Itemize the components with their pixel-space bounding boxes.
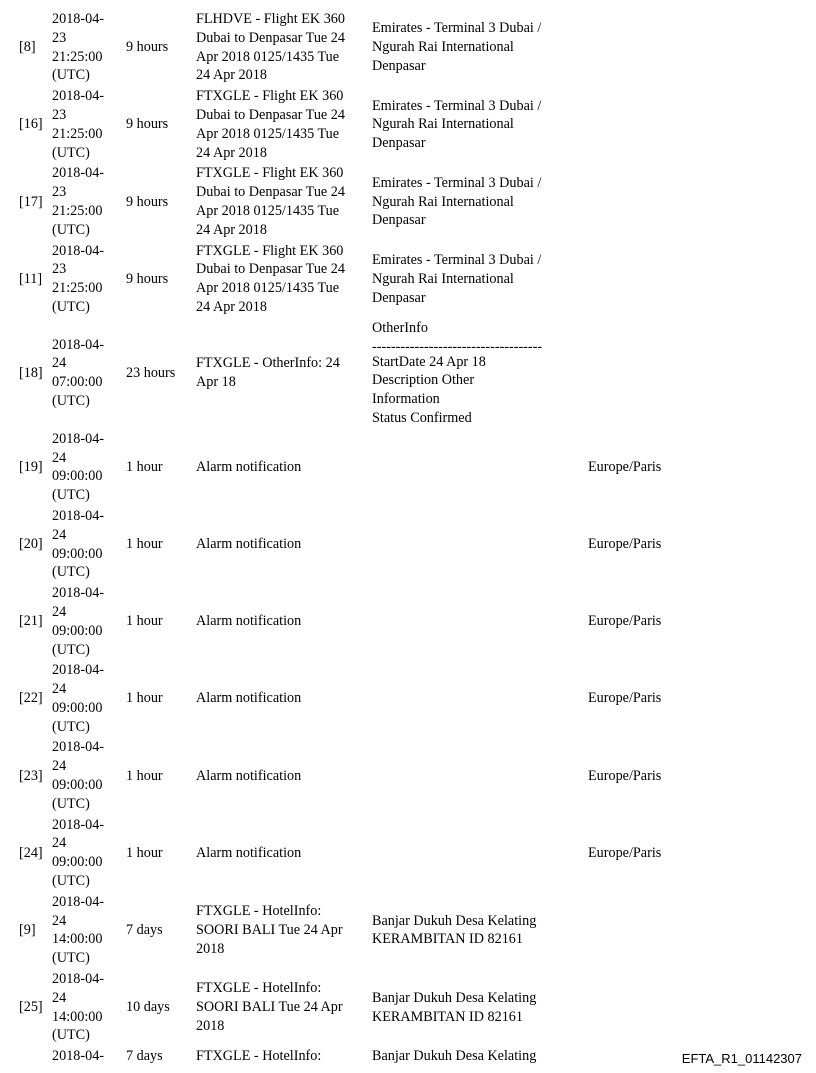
row-location: Emirates - Terminal 3 Dubai / Ngurah Rai International Denpasar [372, 251, 542, 306]
row-duration: 1 hour [126, 844, 163, 861]
row-index: [19] [19, 458, 43, 475]
row-location: Emirates - Terminal 3 Dubai / Ngurah Rai International Denpasar [372, 174, 542, 229]
row-timezone [586, 87, 690, 162]
row-duration: 1 hour [126, 690, 163, 707]
row-index: [23] [19, 767, 43, 784]
table-row [17, 430, 690, 505]
table-row [17, 970, 690, 1045]
calendar-events-table [15, 8, 692, 1068]
row-duration: 9 hours [126, 39, 169, 56]
row-duration: 23 hours [126, 364, 176, 381]
row-summary: FTXGLE - OtherInfo: 24 Apr 18 [196, 355, 340, 391]
row-timezone [586, 1047, 690, 1066]
row-date: 2018-04- 23 21:25:00 (UTC) [52, 11, 105, 84]
row-timezone [586, 10, 690, 85]
row-date: 2018-04- 24 09:00:00 (UTC) [52, 585, 105, 658]
row-summary: Alarm notification [196, 690, 302, 707]
row-index: [11] [19, 270, 43, 287]
row-date: 2018-04- 24 14:00:00 (UTC) [52, 893, 105, 967]
row-timezone: Europe/Paris [588, 767, 662, 784]
calendar-events-body [17, 10, 690, 1066]
row-timezone: Europe/Paris [588, 690, 662, 707]
table-row [17, 164, 690, 239]
row-location: Banjar Dukuh Desa Kelating KERAMBITAN ID 82161 [372, 989, 537, 1025]
other-info-block [370, 319, 584, 428]
table-row [17, 87, 690, 162]
table-row [17, 661, 690, 736]
row-date: 2018-04- 24 14:00:00 (UTC) [52, 971, 105, 1044]
table-row [17, 242, 690, 317]
other-info-start-date: StartDate 24 Apr 18 [372, 353, 486, 370]
row-duration: 9 hours [126, 270, 169, 287]
other-info-header: OtherInfo [372, 319, 428, 336]
row-summary: FTXGLE - Flight EK 360 Dubai to Denpasar Tue 24 Apr 2018 0125/1435 Tue 24 Apr 2018 [196, 242, 345, 315]
row-timezone: Europe/Paris [588, 458, 662, 475]
row-index: [16] [19, 116, 43, 133]
row-timezone: Europe/Paris [588, 613, 662, 630]
row-summary: FLHDVE - Flight EK 360 Dubai to Denpasar Tue 24 Apr 2018 0125/1435 Tue 24 Apr 2018 [196, 11, 345, 84]
row-timezone [586, 319, 690, 428]
row-summary: Alarm notification [196, 536, 302, 553]
row-date: 2018-04- 24 09:00:00 (UTC) [52, 430, 105, 504]
row-date: 2018-04- 23 21:25:00 (UTC) [52, 88, 105, 161]
row-index: [24] [19, 844, 43, 861]
row-duration: 7 days [126, 922, 163, 939]
row-summary: FTXGLE - HotelInfo: SOORI BALI Tue 24 Apr 2018 [196, 980, 343, 1035]
row-timezone [586, 970, 690, 1045]
other-info-description: Description Other [372, 372, 475, 389]
row-location: Emirates - Terminal 3 Dubai / Ngurah Rai International Denpasar [372, 20, 542, 74]
table-row [17, 1047, 690, 1066]
row-summary: Alarm notification [196, 458, 302, 475]
row-duration: 10 days [126, 999, 170, 1016]
row-duration: 7 days [126, 1048, 163, 1065]
table-row [17, 893, 690, 968]
row-summary: FTXGLE - Flight EK 360 Dubai to Denpasar Tue 24 Apr 2018 0125/1435 Tue 24 Apr 2018 [196, 88, 345, 161]
row-summary: FTXGLE - HotelInfo: [196, 1048, 322, 1065]
row-index: [21] [19, 613, 43, 630]
table-row [17, 738, 690, 813]
row-location: Emirates - Terminal 3 Dubai / Ngurah Rai International Denpasar [372, 97, 542, 152]
row-index: [9] [19, 922, 36, 939]
row-summary: Alarm notification [196, 844, 302, 861]
row-timezone [586, 893, 690, 968]
table-row [17, 816, 690, 891]
row-index: [22] [19, 690, 43, 707]
other-info-rule: ------------------------------------ [372, 340, 543, 353]
other-info-description-cont: Information [372, 391, 440, 408]
row-duration: 9 hours [126, 116, 169, 133]
row-index [17, 1047, 48, 1066]
document-id: EFTA_R1_01142307 [681, 1051, 802, 1066]
other-info-status: Status Confirmed [372, 409, 472, 426]
row-summary: Alarm notification [196, 767, 302, 784]
row-duration: 1 hour [126, 767, 163, 784]
row-timezone [586, 242, 690, 317]
row-duration: 1 hour [126, 613, 163, 630]
row-index: [17] [19, 193, 43, 210]
row-duration: 1 hour [126, 536, 163, 553]
row-date: 2018-04- 23 21:25:00 (UTC) [52, 165, 105, 238]
row-index: [18] [19, 364, 43, 381]
row-date: 2018-04- 24 09:00:00 (UTC) [52, 507, 105, 581]
row-timezone [586, 164, 690, 239]
row-duration: 1 hour [126, 458, 163, 475]
row-index: [25] [19, 999, 43, 1016]
row-date: 2018-04- 24 07:00:00 (UTC) [52, 336, 105, 410]
row-date: 2018-04- [52, 1048, 105, 1065]
table-row [17, 10, 690, 85]
row-index: [8] [19, 39, 36, 56]
table-row [17, 319, 690, 428]
row-summary: FTXGLE - HotelInfo: SOORI BALI Tue 24 Apr 2018 [196, 903, 343, 957]
row-summary: FTXGLE - Flight EK 360 Dubai to Denpasar Tue 24 Apr 2018 0125/1435 Tue 24 Apr 2018 [196, 165, 345, 238]
row-duration: 9 hours [126, 193, 169, 210]
table-row [17, 584, 690, 659]
row-location: Banjar Dukuh Desa Kelating KERAMBITAN ID 82161 [372, 912, 537, 948]
row-date: 2018-04- 24 09:00:00 (UTC) [52, 662, 105, 735]
row-timezone: Europe/Paris [588, 844, 662, 861]
row-date: 2018-04- 24 09:00:00 (UTC) [52, 739, 105, 812]
row-date: 2018-04- 23 21:25:00 (UTC) [52, 242, 105, 315]
row-index: [20] [19, 536, 43, 553]
row-summary: Alarm notification [196, 613, 302, 630]
row-date: 2018-04- 24 09:00:00 (UTC) [52, 816, 105, 890]
row-location: Banjar Dukuh Desa Kelating [372, 1048, 537, 1065]
table-row [17, 507, 690, 582]
row-timezone: Europe/Paris [588, 536, 662, 553]
